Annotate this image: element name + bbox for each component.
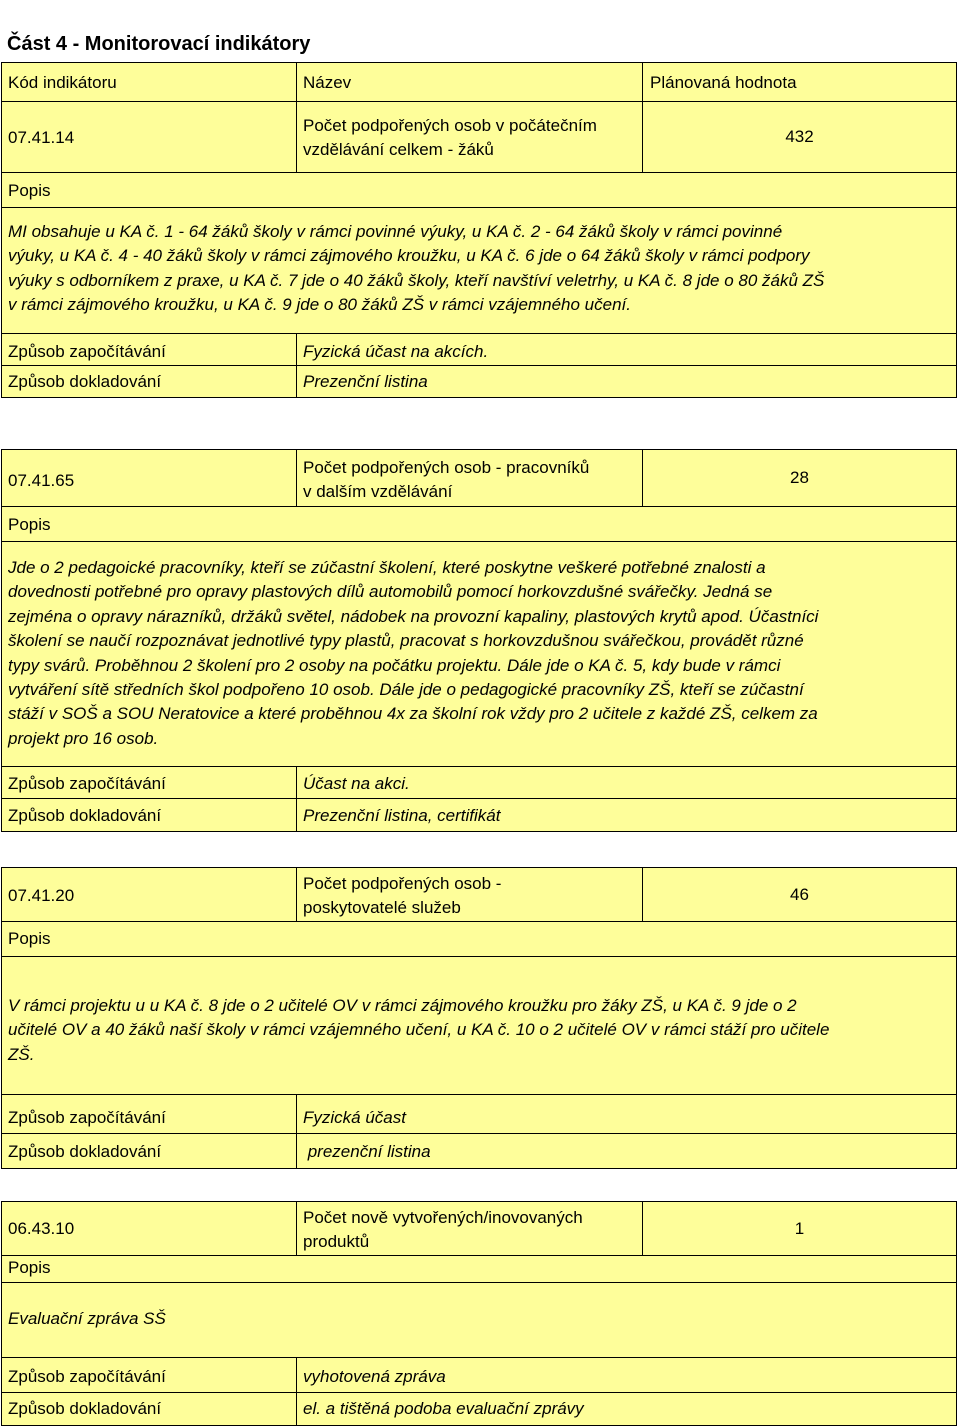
description-line: v rámci zájmového kroužku, u KA č. 9 jde o 80 žáků ZŠ v rámci vzájemného učení.: [8, 295, 631, 315]
description-box: [1, 956, 957, 1095]
description-box: [1, 1282, 957, 1358]
description-line: typy svárů. Proběhnou 2 školení pro 2 osoby na počátku projektu. Dále jde o KA č. 5, kdy bude v rámci: [8, 655, 781, 675]
indicator-row: [1, 101, 957, 173]
popis-row: [1, 506, 957, 542]
description-line: projekt pro 16 osob.: [8, 728, 159, 748]
description-line: MI obsahuje u KA č. 1 - 64 žáků školy v rámci povinné výuky, u KA č. 2 - 64 žáků školy v rámci povinné: [8, 222, 783, 241]
description-line: výuky s odborníkem z praxe, u KA č. 7 jde o 40 žáků školy, kteří navštíví veletrhy, u KA č. 8 jde o 80 žáků ZŠ: [8, 270, 825, 290]
evidence-method-row: [1, 798, 957, 832]
popis-label: Popis: [8, 1258, 51, 1277]
evidence-method-value: Prezenční listina, certifikát: [303, 806, 501, 825]
popis-label: Popis: [8, 515, 51, 534]
counting-method-value: Fyzická účast: [303, 1108, 406, 1127]
popis-row: [1, 172, 957, 208]
counting-method-row: [1, 333, 957, 366]
indicator-value: 432: [785, 127, 814, 146]
counting-method-label: Způsob započítávání: [8, 342, 166, 361]
counting-method-row: [1, 1357, 957, 1393]
header-name: Název: [303, 73, 352, 92]
indicator-code: 07.41.14: [8, 128, 75, 147]
header-code: Kód indikátoru: [8, 73, 117, 92]
description-line: zejména o opravy nárazníků, držáků světel, nádobek na provozní kapaliny, plastových krytů apod. Účastníci: [8, 606, 819, 626]
table-header: [1, 62, 957, 102]
description-line: školení se naučí rozpoznávat jednotlivé typy plastů, pracovat s horkovzdušnou svářečkou, provádět různé: [8, 631, 804, 651]
evidence-method-label: Způsob dokladování: [8, 1399, 162, 1418]
counting-method-value: vyhotovená zpráva: [303, 1367, 446, 1386]
description-line: výuky, u KA č. 4 - 40 žáků školy v rámci zájmového kroužku, u KA č. 6 jde o 64 žáků školy v rámci podpory: [8, 246, 810, 266]
indicator-row: [1, 867, 957, 922]
indicator-code: 07.41.65: [8, 471, 75, 490]
counting-method-value: Fyzická účast na akcích.: [303, 342, 489, 361]
indicator-row: [1, 449, 957, 507]
popis-label: Popis: [8, 181, 51, 200]
description-line: V rámci projektu u u KA č. 8 jde o 2 učitelé OV v rámci zájmového kroužku pro žáky ZŠ, u KA č. 9 jde o 2: [8, 996, 797, 1015]
indicator-name-line1: Počet podpořených osob -: [303, 874, 502, 893]
counting-method-value: Účast na akci.: [303, 774, 410, 793]
indicator-name-line1: Počet nově vytvořených/inovovaných: [303, 1208, 583, 1227]
evidence-method-row: [1, 365, 957, 398]
evidence-method-value: el. a tištěná podoba evaluační zprávy: [303, 1399, 584, 1418]
evidence-method-row: [1, 1133, 957, 1169]
indicator-name-line2: produktů: [303, 1232, 370, 1251]
indicator-name-line2: v dalším vzdělávání: [303, 482, 453, 501]
description-line: Jde o 2 pedagoické pracovníky, kteří se zúčastní školení, které poskytne veškeré potřebné znalosti a: [8, 558, 766, 577]
description-line: vytváření sítě středních škol podpořeno 10 osob. Dále jde o pedagogické pracovníky ZŠ, kteří se zúčastní: [8, 680, 804, 700]
indicator-value: 28: [790, 468, 809, 487]
description-box: [1, 541, 957, 767]
description-line: Evaluační zpráva SŠ: [8, 1309, 166, 1328]
evidence-method-label: Způsob dokladování: [8, 1142, 162, 1161]
popis-label: Popis: [8, 929, 51, 948]
description-box: [1, 207, 957, 334]
indicator-name-line1: Počet podpořených osob - pracovníků: [303, 458, 590, 477]
evidence-method-value: prezenční listina: [303, 1142, 431, 1161]
description-line: stáží v SOŠ a SOU Neratovice a které proběhnou 4x za školní rok vždy pro 2 učitele z každé ZŠ, celkem za: [8, 704, 818, 724]
evidence-method-label: Způsob dokladování: [8, 372, 162, 391]
indicator-name-line1: Počet podpořených osob v počátečním: [303, 116, 597, 135]
indicator-value: 46: [790, 884, 809, 904]
counting-method-row: [1, 1094, 957, 1134]
evidence-method-row: [1, 1392, 957, 1426]
description-line: dovednosti potřebné pro opravy plastových dílů automobilů pomocí horkovzdušné svářečky. Jedná se: [8, 582, 773, 602]
indicator-code: 07.41.20: [8, 886, 75, 905]
header-planned-value: Plánovaná hodnota: [650, 73, 797, 92]
counting-method-row: [1, 766, 957, 799]
description-line: ZŠ.: [8, 1044, 35, 1064]
evidence-method-value: Prezenční listina: [303, 372, 428, 391]
counting-method-label: Způsob započítávání: [8, 774, 166, 793]
indicator-name-line2: vzdělávání celkem - žáků: [303, 140, 494, 159]
counting-method-label: Způsob započítávání: [8, 1367, 166, 1386]
indicator-code: 06.43.10: [8, 1219, 75, 1238]
description-line: učitelé OV a 40 žáků naší školy v rámci vzájemného učení, u KA č. 10 o 2 učitelé OV v rámci stáží pro učitele: [8, 1020, 830, 1040]
popis-row: [1, 921, 957, 957]
indicator-name-line2: poskytovatelé služeb: [303, 898, 461, 917]
counting-method-label: Způsob započítávání: [8, 1108, 166, 1127]
evidence-method-label: Způsob dokladování: [8, 806, 162, 825]
indicator-value: 1: [794, 1218, 805, 1238]
popis-row: [1, 1255, 957, 1283]
indicator-row: [1, 1201, 957, 1256]
page-title: Část 4 - Monitorovací indikátory: [7, 33, 311, 55]
